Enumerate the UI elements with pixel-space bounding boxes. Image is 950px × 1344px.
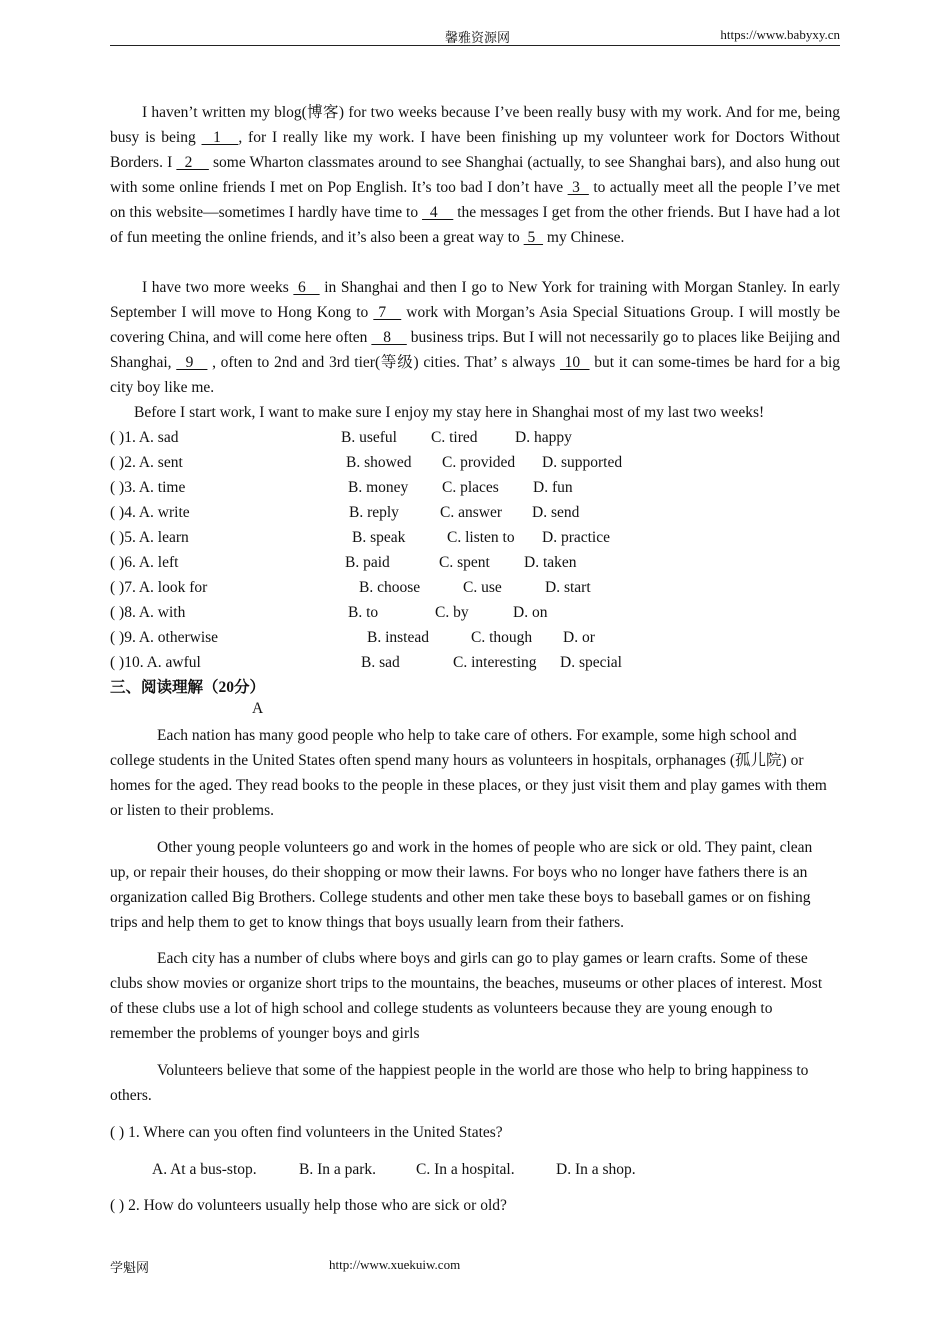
question-1: ( ) 1. Where can you often find volunteers in the United States?: [110, 1124, 503, 1141]
question-2: ( ) 2. How do volunteers usually help those who are sick or old?: [110, 1197, 507, 1214]
cloze-question-number-option-a: ( )9. A. otherwise: [110, 629, 219, 646]
passage-text: business trips. But I will not necessarily go to places like Beijing and Shanghai,: [110, 329, 841, 371]
cloze-question-row: [110, 425, 650, 450]
blank-4: 4: [422, 204, 454, 221]
cloze-option-d: D. start: [545, 579, 591, 596]
cloze-question-number-option-a: ( )10. A. awful: [110, 654, 201, 671]
passage-label: A: [252, 700, 264, 717]
blank-8: 8: [371, 329, 407, 346]
cloze-question-row: [110, 575, 650, 600]
cloze-question-row: [110, 500, 650, 525]
blank-10: 10: [559, 354, 590, 371]
cloze-option-d: D. fun: [533, 479, 573, 496]
passage-text: I have two more weeks: [142, 279, 294, 296]
cloze-option-c: C. interesting: [453, 654, 537, 671]
cloze-question-number-option-a: ( )7. A. look for: [110, 579, 208, 596]
cloze-question-row: [110, 475, 650, 500]
cloze-option-d: D. special: [560, 654, 622, 671]
cloze-question-number-option-a: ( )6. A. left: [110, 554, 179, 571]
cloze-option-d: D. happy: [515, 429, 572, 446]
passage-text: to actually meet all the people I’ve met on this website—sometimes I hardly have time to: [110, 179, 841, 221]
cloze-option-c: C. listen to: [447, 529, 515, 546]
cloze-question-row: [110, 450, 650, 475]
blank-6: 6: [293, 279, 320, 296]
question-1-option-a: A. At a bus-stop.: [152, 1161, 257, 1178]
passage-text: work with Morgan’s Asia Special Situations Group. I will mostly be covering China, and will come here often: [110, 304, 841, 346]
cloze-option-b: B. paid: [345, 554, 390, 571]
reading-paragraph-4: Volunteers believe that some of the happiest people in the world are those who help to bring happiness to others.: [110, 1062, 809, 1104]
cloze-question-row: [110, 650, 650, 675]
question-1-option-b: B. In a park.: [299, 1161, 377, 1178]
header-site-name: 馨雅资源网: [445, 30, 511, 45]
footer-site-name: 学魁网: [110, 1260, 150, 1275]
cloze-question-number-option-a: ( )5. A. learn: [110, 529, 189, 546]
blank-1: 1: [201, 129, 239, 146]
cloze-option-b: B. choose: [359, 579, 421, 596]
cloze-option-c: C. use: [463, 579, 502, 596]
question-1-option-d: D. In a shop.: [556, 1161, 636, 1178]
blank-9: 9: [176, 354, 208, 371]
cloze-option-d: D. taken: [524, 554, 577, 571]
passage-text: but it can some-times be hard for a big city boy like me.: [110, 354, 841, 396]
passage-paragraph-2: [110, 275, 840, 400]
blank-7: 7: [373, 304, 402, 321]
reading-paragraph-3: Each city has a number of clubs where boys and girls can go to play games or learn crafts. Some of these clubs show movies or organize short trips to the mountains, the beaches, museums or other places of interest. Most of these clubs use a lot of high school and college students as volunteers because they are young enough to remember the problems of younger boys and girls: [110, 950, 823, 1042]
passage-text: some Wharton classmates around to see Shanghai (actually, to see Shanghai bars), and also hung out with some online friends I met on Pop English. It’s too bad I don’t have: [110, 154, 840, 196]
passage-text: the messages I get from the other friends. But I have had a lot of fun meeting the online friends, and it’s also been a great way to: [110, 204, 841, 246]
cloze-option-b: B. money: [348, 479, 409, 496]
passage-text: in Shanghai and then I go to New York for training with Morgan Stanley. In early September I will move to Hong Kong to: [110, 279, 840, 321]
passage-text: , often to 2nd and 3rd tier(等级) cities. That’ s always: [207, 354, 560, 371]
page-header: [110, 27, 840, 46]
cloze-option-c: C. though: [471, 629, 533, 646]
cloze-option-c: C. answer: [440, 504, 502, 521]
cloze-question-number-option-a: ( )1. A. sad: [110, 429, 179, 446]
cloze-question-row: [110, 625, 650, 650]
cloze-option-d: D. or: [563, 629, 595, 646]
cloze-question-number-option-a: ( )3. A. time: [110, 479, 186, 496]
cloze-option-c: C. spent: [439, 554, 490, 571]
cloze-option-b: B. useful: [341, 429, 397, 446]
cloze-option-c: C. tired: [431, 429, 478, 446]
cloze-question-number-option-a: ( )4. A. write: [110, 504, 190, 521]
cloze-option-d: D. on: [513, 604, 548, 621]
reading-paragraph-1: Each nation has many good people who help to take care of others. For example, some high school and college students in the United States often spend many hours as volunteers in hospitals, orphanages (孤儿院) or homes for the aged. They read books to the people in these places, or they just visit them and play games with them or listen to their problems.: [110, 727, 827, 819]
cloze-question-number-option-a: ( )2. A. sent: [110, 454, 183, 471]
cloze-option-b: B. to: [348, 604, 379, 621]
passage-text: my Chinese.: [543, 229, 625, 246]
cloze-option-d: D. practice: [542, 529, 610, 546]
reading-paragraph-2: Other young people volunteers go and work in the homes of people who are sick or old. They paint, clean up, or repair their houses, do their shopping or mow their lawns. For boys who no longer have fathers there is an organization called Big Brothers. College students and other men take these boys to baseball games or on fishing trips and help them to get to know things that boys usually learn from their fathers.: [110, 839, 813, 931]
cloze-option-b: B. sad: [361, 654, 400, 671]
cloze-question-row: [110, 550, 650, 575]
cloze-option-b: B. reply: [349, 504, 399, 521]
blank-5: 5: [523, 229, 544, 246]
section-title: 三、阅读理解（20分）: [110, 679, 266, 696]
cloze-option-c: C. provided: [442, 454, 516, 471]
question-1-option-c: C. In a hospital.: [416, 1161, 515, 1178]
blank-2: 2: [176, 154, 209, 171]
cloze-question-row: [110, 525, 650, 550]
passage-text: , for I really like my work. I have been finishing up my volunteer work for Doctors Without Borders. I: [110, 129, 840, 171]
passage-paragraph-1: [110, 100, 840, 250]
passage-paragraph-3: Before I start work, I want to make sure I enjoy my stay here in Shanghai most of my last two weeks!: [134, 404, 765, 421]
passage-text: I haven’t written my blog(博客) for two weeks because I’ve been really busy with my work. And for me, being busy is being: [110, 104, 840, 146]
cloze-option-b: B. instead: [367, 629, 429, 646]
footer-url: http://www.xuekuiw.com: [329, 1257, 461, 1272]
cloze-option-c: C. places: [442, 479, 499, 496]
cloze-option-b: B. showed: [346, 454, 412, 471]
cloze-option-b: B. speak: [352, 529, 406, 546]
cloze-option-d: D. supported: [542, 454, 623, 471]
cloze-question-number-option-a: ( )8. A. with: [110, 604, 186, 621]
cloze-option-c: C. by: [435, 604, 469, 621]
cloze-question-row: [110, 600, 650, 625]
header-url: https://www.babyxy.cn: [720, 27, 840, 42]
blank-3: 3: [567, 179, 589, 196]
cloze-option-d: D. send: [532, 504, 580, 521]
